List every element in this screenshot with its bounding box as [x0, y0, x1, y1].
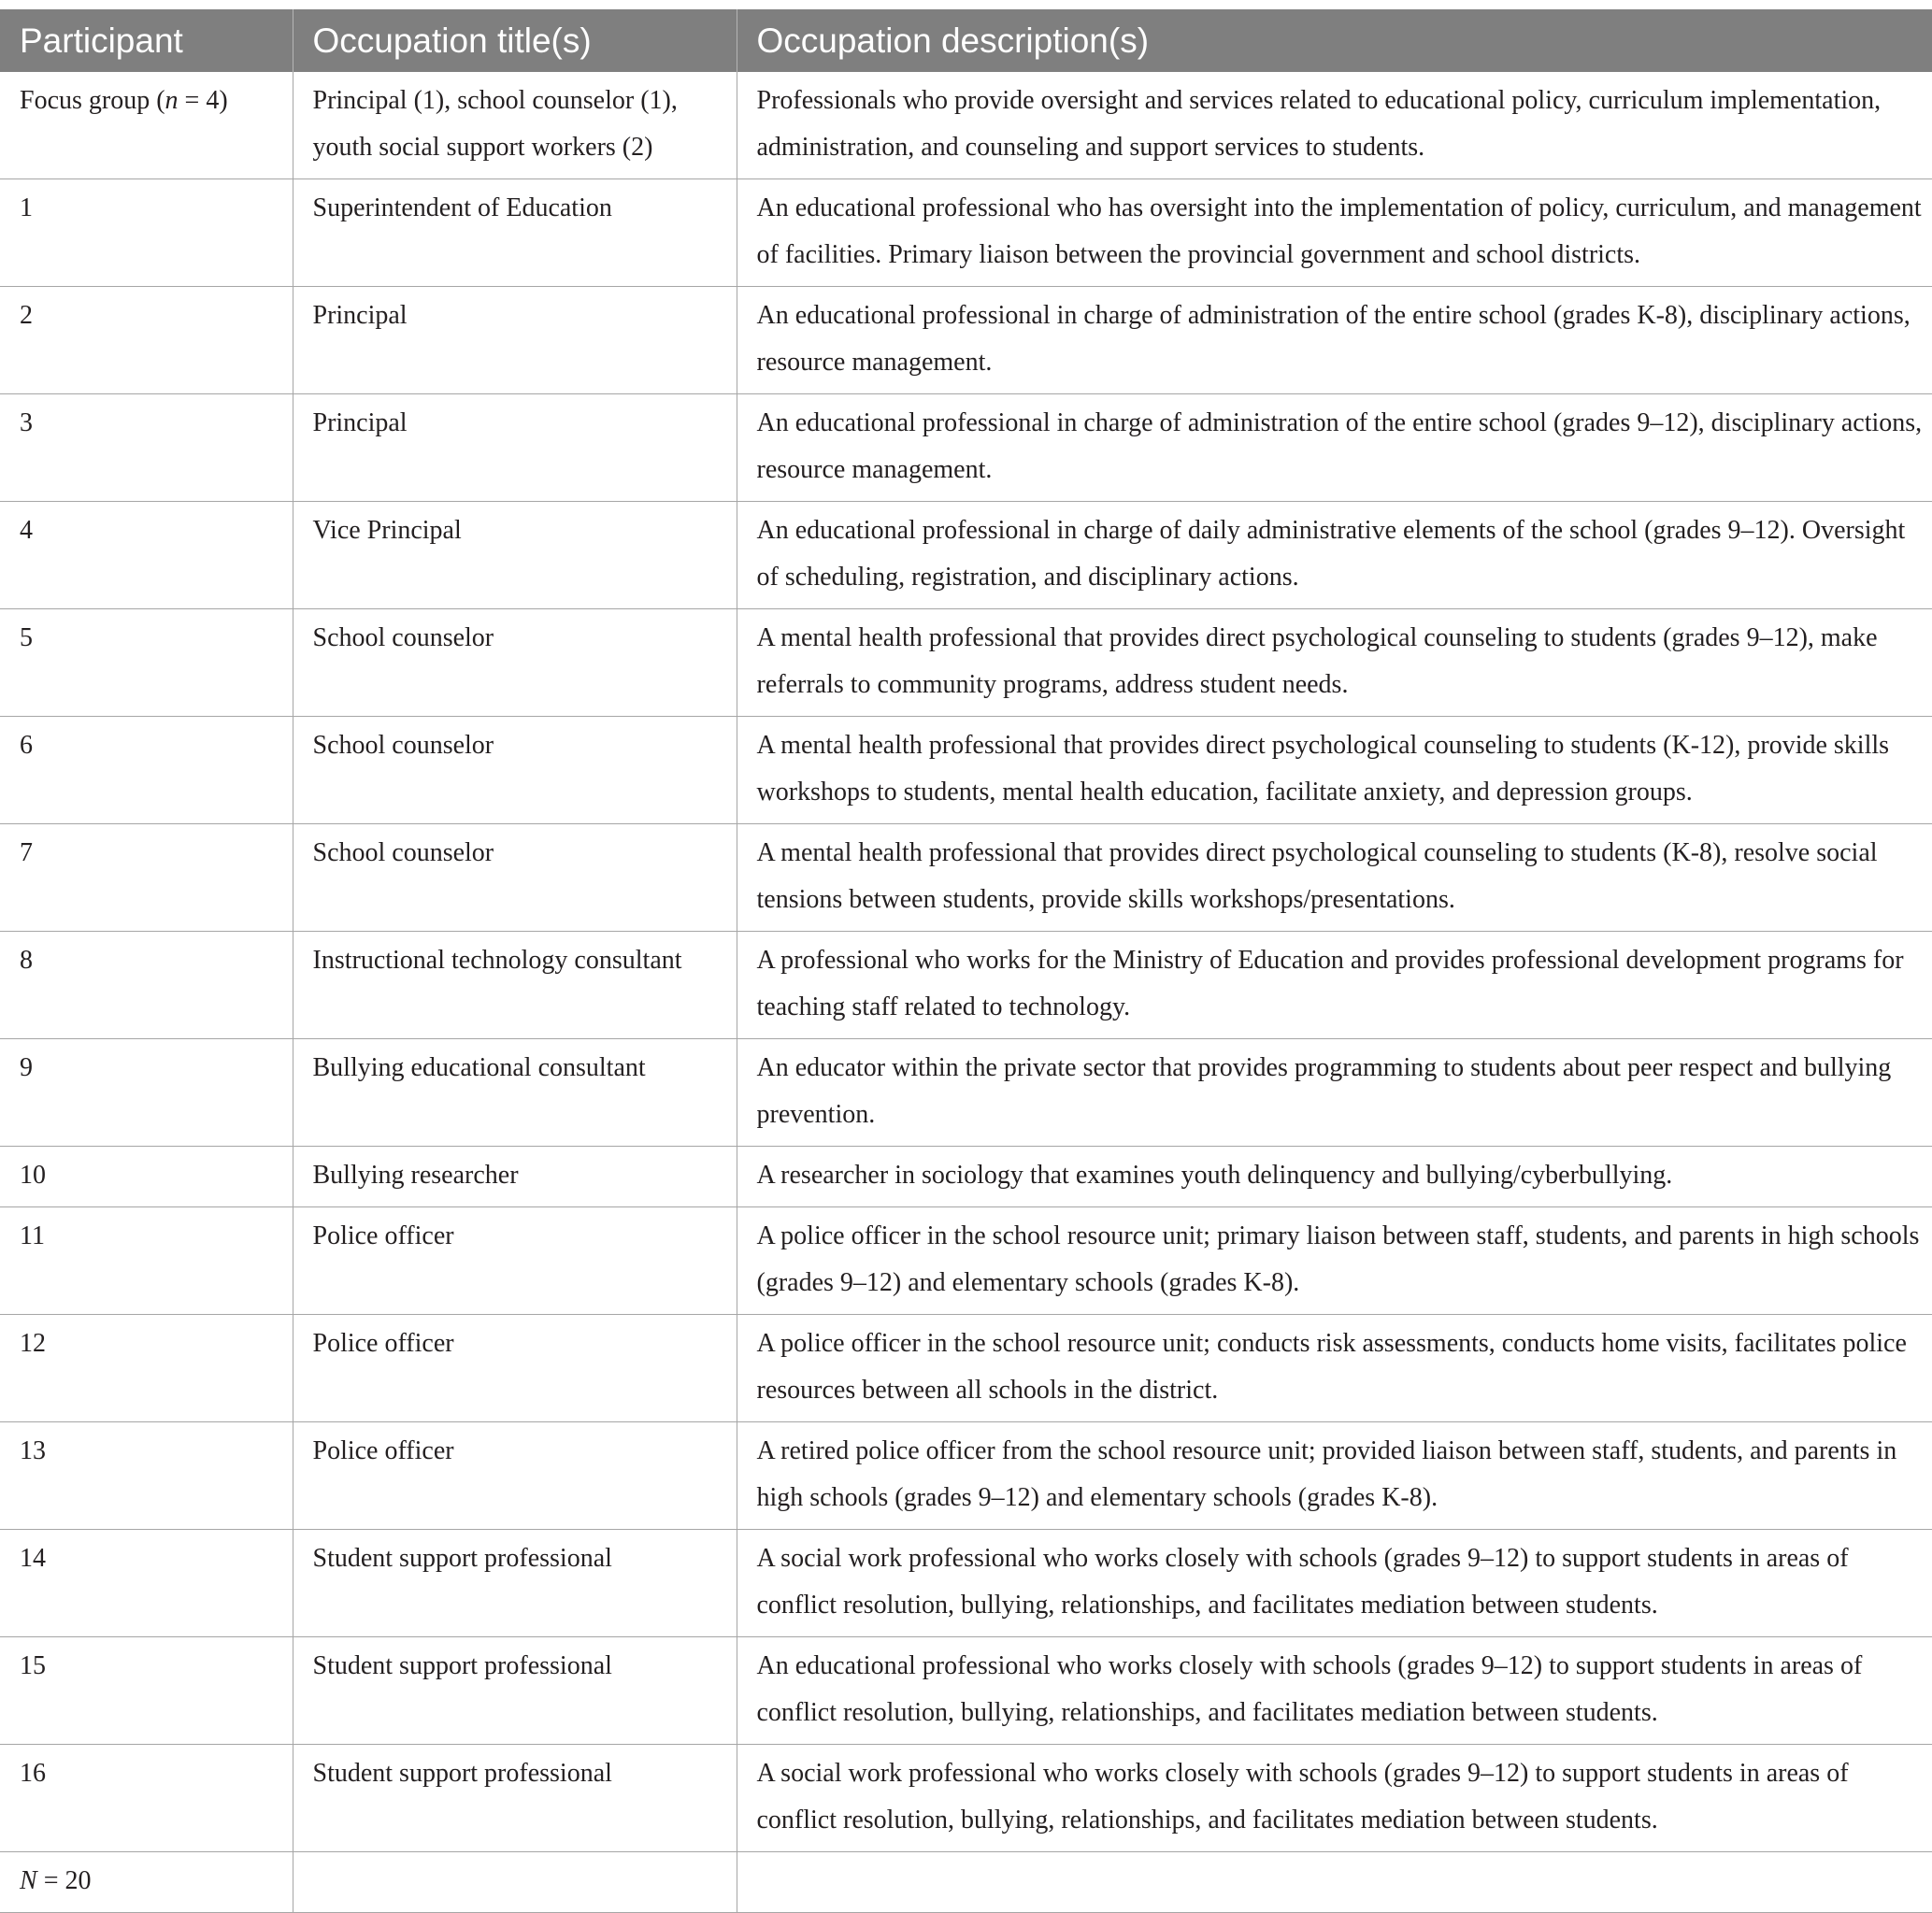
table-row [0, 1530, 1932, 1637]
table-row [0, 717, 1932, 824]
table-row-focus-group [0, 72, 1932, 179]
table-row [0, 394, 1932, 502]
cell-occupation-description: A mental health professional that provides direct psychological counseling to students (K-8), resolve social tensions between students, provide skills workshops/presentations. [737, 824, 1932, 932]
table-row [0, 1039, 1932, 1147]
cell-occupation-title: Principal [293, 394, 737, 502]
table-row [0, 1637, 1932, 1745]
cell-participant: 11 [0, 1207, 293, 1315]
total-n-value: = 20 [36, 1866, 92, 1895]
cell-occupation-description: An educator within the private sector that provides programming to students about peer respect and bullying prevention. [737, 1039, 1932, 1147]
table-row [0, 1147, 1932, 1207]
cell-occupation-description: An educational professional in charge of administration of the entire school (grades 9–12), disciplinary actions, resource management. [737, 394, 1932, 502]
cell-occupation-title: Bullying educational consultant [293, 1039, 737, 1147]
cell-occupation-description: An educational professional in charge of daily administrative elements of the school (grades 9–12). Oversight of scheduling, registration, and disciplinary actions. [737, 502, 1932, 609]
table-row [0, 932, 1932, 1039]
cell-occupation-title: Police officer [293, 1422, 737, 1530]
cell-occupation-description: A retired police officer from the school resource unit; provided liaison between staff, students, and parents in high schools (grades 9–12) and elementary schools (grades K-8). [737, 1422, 1932, 1530]
cell-participant: 8 [0, 932, 293, 1039]
cell-participant: 10 [0, 1147, 293, 1207]
cell-occupation-description: Professionals who provide oversight and services related to educational policy, curriculum implementation, administration, and counseling and support services to students. [737, 72, 1932, 179]
cell-occupation-description: An educational professional who has oversight into the implementation of policy, curriculum, and management of facilities. Primary liaison between the provincial government and school districts. [737, 179, 1932, 287]
cell-empty-title [293, 1852, 737, 1913]
cell-occupation-title: School counselor [293, 824, 737, 932]
cell-occupation-title: School counselor [293, 717, 737, 824]
header-occupation-description: Occupation description(s) [737, 9, 1932, 72]
cell-participant [0, 72, 293, 179]
table-row-total [0, 1852, 1932, 1913]
cell-occupation-description: A mental health professional that provides direct psychological counseling to students (grades 9–12), make referrals to community programs, address student needs. [737, 609, 1932, 717]
table-row [0, 1745, 1932, 1852]
cell-occupation-title: Bullying researcher [293, 1147, 737, 1207]
table-row [0, 179, 1932, 287]
table-header [0, 9, 1932, 72]
cell-occupation-title: School counselor [293, 609, 737, 717]
cell-occupation-description: A police officer in the school resource unit; conducts risk assessments, conducts home visits, facilitates police resources between all schools in the district. [737, 1315, 1932, 1422]
cell-occupation-description: A police officer in the school resource unit; primary liaison between staff, students, and parents in high schools (grades 9–12) and elementary schools (grades K-8). [737, 1207, 1932, 1315]
table-row [0, 1422, 1932, 1530]
cell-total [0, 1852, 293, 1913]
cell-occupation-description: A social work professional who works closely with schools (grades 9–12) to support students in areas of conflict resolution, bullying, relationships, and facilitates mediation between students. [737, 1745, 1932, 1852]
cell-occupation-title: Instructional technology consultant [293, 932, 737, 1039]
header-occupation-title: Occupation title(s) [293, 9, 737, 72]
cell-participant: 5 [0, 609, 293, 717]
cell-participant: 1 [0, 179, 293, 287]
participants-table [0, 9, 1932, 1913]
cell-occupation-title: Vice Principal [293, 502, 737, 609]
table-row [0, 287, 1932, 394]
focus-group-prefix: Focus group ( [20, 86, 165, 115]
table-row [0, 824, 1932, 932]
table-row [0, 1207, 1932, 1315]
table-body [0, 72, 1932, 1913]
cell-participant: 2 [0, 287, 293, 394]
cell-occupation-title: Superintendent of Education [293, 179, 737, 287]
cell-participant: 4 [0, 502, 293, 609]
header-row [0, 9, 1932, 72]
cell-occupation-description: A mental health professional that provides direct psychological counseling to students (K-12), provide skills workshops to students, mental health education, facilitate anxiety, and depression groups. [737, 717, 1932, 824]
cell-participant: 6 [0, 717, 293, 824]
cell-occupation-description: An educational professional who works closely with schools (grades 9–12) to support students in areas of conflict resolution, bullying, relationships, and facilitates mediation between students. [737, 1637, 1932, 1745]
cell-participant: 15 [0, 1637, 293, 1745]
cell-occupation-title: Police officer [293, 1207, 737, 1315]
cell-occupation-title: Student support professional [293, 1637, 737, 1745]
cell-occupation-title: Police officer [293, 1315, 737, 1422]
header-participant: Participant [0, 9, 293, 72]
cell-participant: 7 [0, 824, 293, 932]
cell-occupation-title: Principal [293, 287, 737, 394]
cell-participant: 12 [0, 1315, 293, 1422]
cell-occupation-description: An educational professional in charge of administration of the entire school (grades K-8), disciplinary actions, resource management. [737, 287, 1932, 394]
cell-occupation-description: A researcher in sociology that examines youth delinquency and bullying/cyberbullying. [737, 1147, 1932, 1207]
cell-participant: 14 [0, 1530, 293, 1637]
cell-participant: 3 [0, 394, 293, 502]
cell-empty-description [737, 1852, 1932, 1913]
table-row [0, 1315, 1932, 1422]
focus-group-n: n [165, 86, 179, 115]
table-row [0, 609, 1932, 717]
cell-occupation-description: A social work professional who works closely with schools (grades 9–12) to support students in areas of conflict resolution, bullying, relationships, and facilitates mediation between students. [737, 1530, 1932, 1637]
cell-participant: 16 [0, 1745, 293, 1852]
cell-occupation-description: A professional who works for the Ministry of Education and provides professional development programs for teaching staff related to technology. [737, 932, 1932, 1039]
cell-occupation-title: Student support professional [293, 1530, 737, 1637]
table-row [0, 502, 1932, 609]
cell-participant: 9 [0, 1039, 293, 1147]
cell-occupation-title: Student support professional [293, 1745, 737, 1852]
cell-participant: 13 [0, 1422, 293, 1530]
focus-group-suffix: = 4) [178, 86, 228, 115]
total-n-symbol: N [20, 1866, 37, 1895]
cell-occupation-title: Principal (1), school counselor (1), youth social support workers (2) [293, 72, 737, 179]
